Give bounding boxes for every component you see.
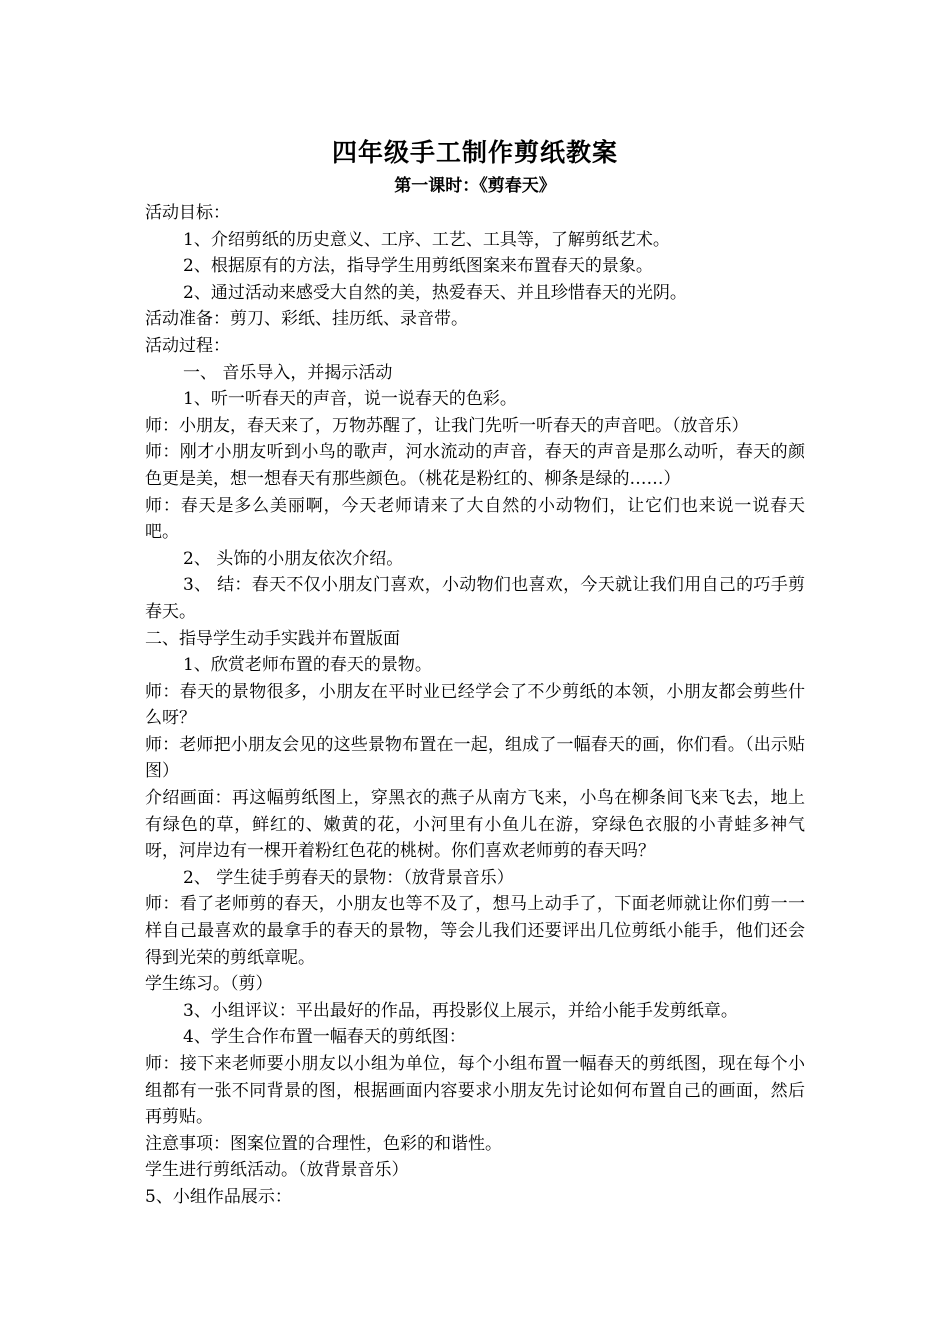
paragraph: 师：小朋友，春天来了，万物苏醒了，让我门先听一听春天的声音吧。（放音乐） xyxy=(145,415,749,436)
document-page xyxy=(145,136,805,1211)
document-title: 四年级手工制作剪纸教案 xyxy=(331,138,618,167)
paragraph: 师：刚才小朋友听到小鸟的歌声，河水流动的声音，春天的声音是那么动听，春天的颜色更是美，想一想春天有那些颜色。（桃花是粉红的、柳条是绿的……） xyxy=(145,442,805,489)
lesson-subtitle: 第一课时：《剪春天》 xyxy=(394,176,556,196)
paragraph: 一、 音乐导入，并揭示活动 xyxy=(183,362,393,383)
paragraph: 1、欣赏老师布置的春天的景物。 xyxy=(183,655,432,676)
paragraph: 学生练习。（剪） xyxy=(145,974,273,995)
paragraph: 介绍画面：再这幅剪纸图上，穿黑衣的燕子从南方飞来，小鸟在柳条间飞来飞去，地上有绿色的草，鲜红的、嫩黄的花，小河里有小鱼儿在游，穿绿色衣服的小青蛙多神气呀，河岸边有一棵开着粉红色花的桃树。你们喜欢老师剪的春天吗？ xyxy=(145,788,805,862)
paragraph: 学生进行剪纸活动。（放背景音乐） xyxy=(145,1160,409,1181)
paragraph: 5、小组作品展示： xyxy=(145,1186,292,1207)
paragraph: 活动过程： xyxy=(145,335,230,356)
paragraph: 1、听一听春天的声音，说一说春天的色彩。 xyxy=(183,389,517,410)
paragraph: 师：春天的景物很多，小朋友在平时业已经学会了不少剪纸的本领，小朋友都会剪些什么呀？ xyxy=(145,681,805,729)
paragraph: 3、 结：春天不仅小朋友门喜欢，小动物们也喜欢，今天就让我们用自己的巧手剪春天。 xyxy=(145,575,805,622)
paragraph: 师：看了老师剪的春天，小朋友也等不及了，想马上动手了，下面老师就让你们剪一一样自己最喜欢的最拿手的春天的景物，等会儿我们还要评出几位剪纸小能手，他们还会得到光荣的剪纸章呢。 xyxy=(145,894,805,968)
paragraph: 2、根据原有的方法，指导学生用剪纸图案来布置春天的景象。 xyxy=(183,256,653,277)
paragraph: 注意事项：图案位置的合理性，色彩的和谐性。 xyxy=(145,1133,502,1154)
paragraph: 1、介绍剪纸的历史意义、工序、工艺、工具等，了解剪纸艺术。 xyxy=(183,229,670,250)
paragraph: 师：老师把小朋友会见的这些景物布置在一起，组成了一幅春天的画，你们看。（出示贴图） xyxy=(145,734,805,782)
paragraph: 2、 头饰的小朋友依次介绍。 xyxy=(183,548,404,569)
paragraph: 活动准备：剪刀、彩纸、挂历纸、录音带。 xyxy=(145,309,468,330)
paragraph: 2、通过活动来感受大自然的美，热爱春天、并且珍惜春天的光阴。 xyxy=(183,282,687,303)
paragraph: 二、指导学生动手实践并布置版面 xyxy=(145,628,400,649)
paragraph: 活动目标： xyxy=(145,203,230,223)
paragraph: 师：接下来老师要小朋友以小组为单位，每个小组布置一幅春天的剪纸图，现在每个小组都有一张不同背景的图，根据画面内容要求小朋友先讨论如何布置自己的画面，然后再剪贴。 xyxy=(145,1054,805,1128)
paragraph: 4、学生合作布置一幅春天的剪纸图： xyxy=(183,1027,466,1048)
paragraph: 3、小组评议：平出最好的作品，再投影仪上展示，并给小能手发剪纸章。 xyxy=(183,1000,738,1021)
document-body xyxy=(145,200,805,1211)
paragraph: 师：春天是多么美丽啊，今天老师请来了大自然的小动物们，让它们也来说一说春天吧。 xyxy=(145,495,805,543)
paragraph: 2、 学生徒手剪春天的景物：（放背景音乐） xyxy=(183,867,514,888)
